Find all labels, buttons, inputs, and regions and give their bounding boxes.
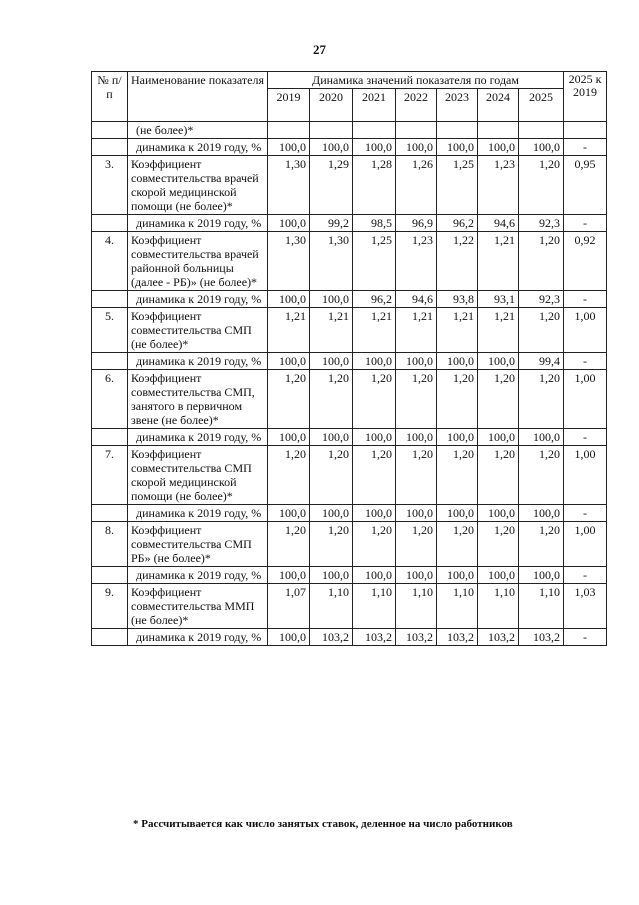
value-cell: 1,20	[519, 522, 564, 567]
row-number: 5.	[92, 308, 128, 353]
value-cell: 1,21	[478, 308, 519, 353]
dynamics-row	[92, 629, 607, 646]
value-cell: 1,30	[268, 232, 310, 291]
value-cell: 100,0	[396, 139, 437, 156]
value-cell: 96,9	[396, 215, 437, 232]
value-cell: 94,6	[396, 291, 437, 308]
value-cell: 1,21	[353, 308, 396, 353]
indicator-name: Коэффициент совместительства ММП (не более)*	[128, 584, 268, 629]
value-cell: 100,0	[519, 429, 564, 446]
value-cell: 100,0	[437, 429, 478, 446]
value-cell: 1,10	[478, 584, 519, 629]
ratio-2025-2019-cell: 1,00	[564, 370, 607, 429]
indicator-name: динамика к 2019 году, %	[128, 215, 268, 232]
value-cell: 1,22	[437, 232, 478, 291]
ratio-2025-2019-cell: -	[564, 505, 607, 522]
indicator-row	[92, 446, 607, 505]
value-cell: 1,21	[396, 308, 437, 353]
ratio-2025-2019-cell: -	[564, 215, 607, 232]
value-cell: 1,23	[478, 156, 519, 215]
value-cell	[478, 122, 519, 139]
footnote: * Рассчитывается как число занятых ставок, деленное на число работников	[133, 818, 513, 830]
value-cell: 1,20	[268, 446, 310, 505]
ratio-2025-2019-cell: 0,95	[564, 156, 607, 215]
value-cell: 1,21	[478, 232, 519, 291]
ratio-2025-2019-cell: -	[564, 291, 607, 308]
value-cell: 100,0	[310, 139, 353, 156]
ratio-2025-2019-cell: -	[564, 629, 607, 646]
value-cell: 1,20	[396, 370, 437, 429]
value-cell: 1,20	[478, 370, 519, 429]
row-number: 6.	[92, 370, 128, 429]
value-cell: 100,0	[268, 139, 310, 156]
value-cell: 1,10	[519, 584, 564, 629]
indicator-name: динамика к 2019 году, %	[128, 505, 268, 522]
value-cell: 100,0	[519, 139, 564, 156]
value-cell: 100,0	[437, 567, 478, 584]
value-cell: 100,0	[396, 429, 437, 446]
value-cell: 96,2	[353, 291, 396, 308]
indicator-row	[92, 156, 607, 215]
value-cell: 100,0	[437, 139, 478, 156]
indicator-name: Коэффициент совместительства врачей районной больницы (далее - РБ)» (не более)*	[128, 232, 268, 291]
value-cell	[310, 122, 353, 139]
value-cell: 92,3	[519, 291, 564, 308]
value-cell: 100,0	[478, 429, 519, 446]
value-cell: 1,07	[268, 584, 310, 629]
value-cell: 93,1	[478, 291, 519, 308]
value-cell: 100,0	[310, 429, 353, 446]
value-cell: 99,2	[310, 215, 353, 232]
header-year: 2020	[310, 89, 353, 122]
value-cell: 100,0	[478, 353, 519, 370]
header-name: Наименование показателя	[128, 72, 268, 122]
row-number: 4.	[92, 232, 128, 291]
value-cell: 98,5	[353, 215, 396, 232]
value-cell: 103,2	[396, 629, 437, 646]
ratio-2025-2019-cell: -	[564, 429, 607, 446]
value-cell: 100,0	[353, 429, 396, 446]
header-row-1	[92, 72, 607, 89]
ratio-2025-2019-cell: -	[564, 567, 607, 584]
header-year: 2019	[268, 89, 310, 122]
value-cell: 100,0	[268, 629, 310, 646]
value-cell: 1,20	[437, 446, 478, 505]
ratio-2025-2019-cell: -	[564, 139, 607, 156]
value-cell: 1,20	[396, 522, 437, 567]
dynamics-row	[92, 429, 607, 446]
value-cell: 96,2	[437, 215, 478, 232]
row-number: 8.	[92, 522, 128, 567]
value-cell: 100,0	[478, 505, 519, 522]
value-cell: 103,2	[353, 629, 396, 646]
indicator-name: динамика к 2019 году, %	[128, 291, 268, 308]
value-cell: 1,25	[437, 156, 478, 215]
value-cell: 1,23	[396, 232, 437, 291]
indicator-name: динамика к 2019 году, %	[128, 429, 268, 446]
value-cell: 100,0	[478, 567, 519, 584]
row-number	[92, 215, 128, 232]
value-cell: 100,0	[268, 291, 310, 308]
value-cell: 1,20	[268, 370, 310, 429]
table-body	[92, 122, 607, 646]
ratio-2025-2019-cell: 1,03	[564, 584, 607, 629]
value-cell: 1,20	[519, 232, 564, 291]
ratio-2025-2019-cell: 1,00	[564, 522, 607, 567]
value-cell: 103,2	[519, 629, 564, 646]
value-cell: 1,20	[478, 522, 519, 567]
ratio-2025-2019-cell: -	[564, 353, 607, 370]
value-cell: 100,0	[310, 353, 353, 370]
value-cell: 1,29	[310, 156, 353, 215]
value-cell: 1,26	[396, 156, 437, 215]
value-cell: 92,3	[519, 215, 564, 232]
indicator-row	[92, 370, 607, 429]
indicator-row	[92, 584, 607, 629]
ratio-2025-2019-cell: 1,00	[564, 308, 607, 353]
value-cell: 100,0	[310, 291, 353, 308]
value-cell: 100,0	[478, 139, 519, 156]
value-cell: 100,0	[268, 429, 310, 446]
row-number: 3.	[92, 156, 128, 215]
value-cell: 100,0	[310, 567, 353, 584]
header-year: 2021	[353, 89, 396, 122]
row-number: 9.	[92, 584, 128, 629]
header-year: 2023	[437, 89, 478, 122]
row-number	[92, 353, 128, 370]
value-cell: 1,30	[268, 156, 310, 215]
indicator-name: Коэффициент совместительства врачей скорой медицинской помощи (не более)*	[128, 156, 268, 215]
dynamics-row	[92, 353, 607, 370]
value-cell: 100,0	[437, 353, 478, 370]
dynamics-row	[92, 215, 607, 232]
value-cell: 103,2	[478, 629, 519, 646]
value-cell: 1,20	[396, 446, 437, 505]
value-cell: 100,0	[268, 505, 310, 522]
value-cell: 100,0	[353, 139, 396, 156]
header-year: 2022	[396, 89, 437, 122]
dynamics-row	[92, 291, 607, 308]
indicator-row	[92, 308, 607, 353]
dynamics-row	[92, 505, 607, 522]
value-cell: 1,20	[519, 370, 564, 429]
value-cell: 1,10	[396, 584, 437, 629]
value-cell	[437, 122, 478, 139]
value-cell: 103,2	[437, 629, 478, 646]
header-2025-vs-2019: 2025 к 2019	[564, 72, 607, 122]
ratio-2025-2019-cell	[564, 122, 607, 139]
value-cell: 100,0	[396, 353, 437, 370]
value-cell: 1,21	[268, 308, 310, 353]
value-cell: 1,28	[353, 156, 396, 215]
value-cell: 100,0	[353, 505, 396, 522]
value-cell: 100,0	[268, 567, 310, 584]
value-cell: 1,20	[437, 522, 478, 567]
value-cell	[268, 122, 310, 139]
value-cell: 100,0	[396, 567, 437, 584]
indicator-name: динамика к 2019 году, %	[128, 139, 268, 156]
value-cell: 1,20	[353, 370, 396, 429]
row-number	[92, 122, 128, 139]
indicator-row	[92, 522, 607, 567]
value-cell: 1,20	[478, 446, 519, 505]
value-cell: 1,10	[353, 584, 396, 629]
ratio-2025-2019-cell: 0,92	[564, 232, 607, 291]
value-cell: 100,0	[437, 505, 478, 522]
value-cell: 1,20	[353, 522, 396, 567]
header-year: 2024	[478, 89, 519, 122]
value-cell: 1,10	[310, 584, 353, 629]
value-cell: 1,10	[437, 584, 478, 629]
value-cell: 100,0	[396, 505, 437, 522]
header-num: № п/п	[92, 72, 128, 122]
row-number	[92, 567, 128, 584]
dynamics-row	[92, 122, 607, 139]
value-cell: 1,20	[519, 308, 564, 353]
value-cell: 1,20	[268, 522, 310, 567]
value-cell: 1,20	[310, 522, 353, 567]
row-number	[92, 139, 128, 156]
value-cell: 100,0	[519, 567, 564, 584]
indicator-name: динамика к 2019 году, %	[128, 567, 268, 584]
value-cell: 100,0	[268, 215, 310, 232]
value-cell	[353, 122, 396, 139]
indicator-row	[92, 232, 607, 291]
value-cell: 100,0	[310, 505, 353, 522]
value-cell: 1,25	[353, 232, 396, 291]
value-cell: 100,0	[268, 353, 310, 370]
value-cell: 99,4	[519, 353, 564, 370]
value-cell: 1,21	[310, 308, 353, 353]
indicator-name: Коэффициент совместительства СМП, занятого в первичном звене (не более)*	[128, 370, 268, 429]
indicator-name: Коэффициент совместительства СМП (не более)*	[128, 308, 268, 353]
header-dynamics: Динамика значений показателя по годам	[268, 72, 564, 89]
value-cell: 100,0	[353, 353, 396, 370]
value-cell	[396, 122, 437, 139]
indicator-name: Коэффициент совместительства СМП РБ» (не более)*	[128, 522, 268, 567]
indicator-name: динамика к 2019 году, %	[128, 629, 268, 646]
row-number	[92, 629, 128, 646]
dynamics-row	[92, 567, 607, 584]
value-cell: 100,0	[353, 567, 396, 584]
indicator-name: Коэффициент совместительства СМП скорой медицинской помощи (не более)*	[128, 446, 268, 505]
value-cell: 1,20	[437, 370, 478, 429]
value-cell: 93,8	[437, 291, 478, 308]
indicator-name: динамика к 2019 году, %	[128, 353, 268, 370]
row-number	[92, 429, 128, 446]
value-cell: 1,21	[437, 308, 478, 353]
value-cell: 100,0	[519, 505, 564, 522]
value-cell	[519, 122, 564, 139]
value-cell: 1,30	[310, 232, 353, 291]
value-cell: 1,20	[310, 370, 353, 429]
indicator-table	[91, 71, 607, 646]
row-number	[92, 291, 128, 308]
value-cell: 94,6	[478, 215, 519, 232]
value-cell: 1,20	[519, 446, 564, 505]
value-cell: 1,20	[310, 446, 353, 505]
row-number	[92, 505, 128, 522]
value-cell: 103,2	[310, 629, 353, 646]
ratio-2025-2019-cell: 1,00	[564, 446, 607, 505]
indicator-name: (не более)*	[128, 122, 268, 139]
dynamics-row	[92, 139, 607, 156]
value-cell: 1,20	[353, 446, 396, 505]
row-number: 7.	[92, 446, 128, 505]
page-number: 27	[313, 42, 326, 57]
value-cell: 1,20	[519, 156, 564, 215]
header-year: 2025	[519, 89, 564, 122]
